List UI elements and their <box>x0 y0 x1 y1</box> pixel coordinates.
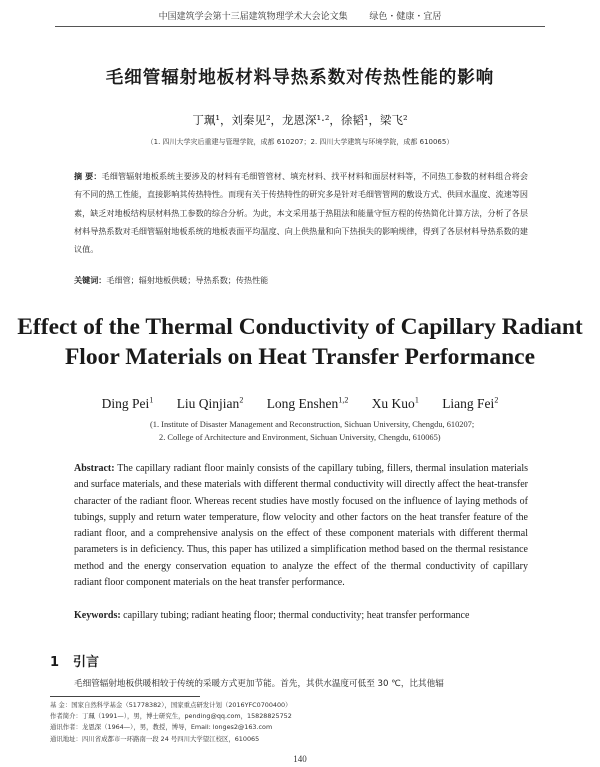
affiliations-english <box>150 418 550 444</box>
title-english-line-1: Effect of the Thermal Conductivity of Capillary Radiant <box>17 314 583 340</box>
author-en: Liu Qinjian$^2$ <box>176 395 244 411</box>
authors-chinese: 丁珮¹，刘秦见²，龙恩深¹·²，徐韬¹，梁飞² <box>192 113 408 127</box>
footnote-address: 通讯地址：四川省成都市一环路南一段 24 号四川大学望江校区，610065 <box>50 734 260 743</box>
title-chinese: 毛细管辐射地板材料导热系数对传热性能的影响 <box>105 68 495 88</box>
running-header <box>0 9 600 22</box>
affiliation-en-line-1: (1. Institute of Disaster Management and Reconstruction, Sichuan University, Chengdu, 610207; <box>150 420 475 429</box>
footnote-rule <box>50 696 200 697</box>
keywords-english-label: Keywords: <box>74 610 121 621</box>
author-en: Xu Kuo$^1$ <box>371 395 419 411</box>
abstract-chinese <box>74 167 528 258</box>
authors-english <box>0 395 600 412</box>
footnote-author-bio: 作者简介：丁珮（1991—），男，博士研究生，pending@qq.com，15828825752 <box>50 712 292 721</box>
conference-name: 中国建筑学会第十三届建筑物理学术大会论文集 <box>158 12 348 22</box>
abstract-english-label: Abstract: <box>74 463 115 474</box>
footnote-funding: 基 金：国家自然科学基金（51778382），国家重点研发计划（2016YFC0700400） <box>50 701 292 709</box>
affiliations-chinese: （1. 四川大学灾后重建与管理学院，成都 610207；2. 四川大学建筑与环境学院，成都 610065） <box>146 138 454 146</box>
footnote-corresponding-author: 通讯作者：龙恩深（1964—），男，教授，博导，Email: longes2@163.com <box>50 723 273 732</box>
page-number: 140 <box>293 754 307 764</box>
keywords-english <box>74 610 528 621</box>
keywords-english-text: capillary tubing; radiant heating floor; thermal conductivity; heat transfer performance <box>123 610 470 621</box>
section-1-heading <box>50 651 99 670</box>
header-rule <box>55 26 545 27</box>
abstract-chinese-text: 毛细管辐射地板系统主要涉及的材料有毛细管管材、填充材料、找平材料和面层材料等，不同热工参数的材料组合将会有不同的热工性能，直接影响其传热特性。而现有关于传热特性的研究多是针对毛细管管网的敷设方式、供回水温度、流速等因素，缺乏对地板结构层材料热工参数的综合分析。为此，本文采用基于热阻法和能量守恒方程的传热简化计算方法，分析了各层材料导热系数对毛细管辐射地板系统的地板表面平均温度、向上供热量和向下热损失的影响规律，得到了各层材料导热系数的建议值。 <box>74 171 528 255</box>
author-en: Long Enshen$^{1,2}$ <box>266 395 349 411</box>
abstract-english <box>74 461 528 591</box>
conference-tags: 绿色・健康・宜居 <box>369 12 442 22</box>
affiliation-en-line-2: 2. College of Architecture and Environment, Sichuan University, Chengdu, 610065) <box>159 433 441 442</box>
keywords-chinese-text: 毛细管；辐射地板供暖；导热系数；传热性能 <box>106 275 269 285</box>
title-english <box>0 312 600 372</box>
author-en: Liang Fei$^2$ <box>442 395 499 411</box>
section-number: 1 <box>50 655 60 670</box>
keywords-chinese <box>74 275 528 286</box>
footnotes <box>50 700 550 745</box>
section-title: 引言 <box>73 655 100 670</box>
keywords-chinese-label: 关键词： <box>74 275 107 285</box>
abstract-chinese-label: 摘 要： <box>74 171 102 181</box>
author-en: Ding Pei$^1$ <box>101 395 154 411</box>
title-english-line-2: Floor Materials on Heat Transfer Performance <box>64 344 536 370</box>
intro-first-line: 毛细管辐射地板供暖相较于传统的采暖方式更加节能。首先，其供水温度可低至 30 ℃，比其他辐 <box>74 679 444 689</box>
abstract-english-text: The capillary radiant floor mainly consists of the capillary tubing, fillers, thermal insulation materials and surface materials, and these materials with different thermal conductivity will directly affect the heat-transfer character of the radiant floor. Whereas recent studies have mostly focused on the influence of laying methods of tubings, supply and return water temperature, flow velocity and other factors on the heat transfer feature of the radiant floor, and a comprehensive analysis on the effect of these component materials with different thermal parameters is in deficiency. Thus, this paper has utilized a simplification method based on the thermal resistance method and the energy conservation equation to analyze the effect of the thermal conductivity of capillary radiant floor component materials on the heat transfer performance. <box>74 463 529 589</box>
